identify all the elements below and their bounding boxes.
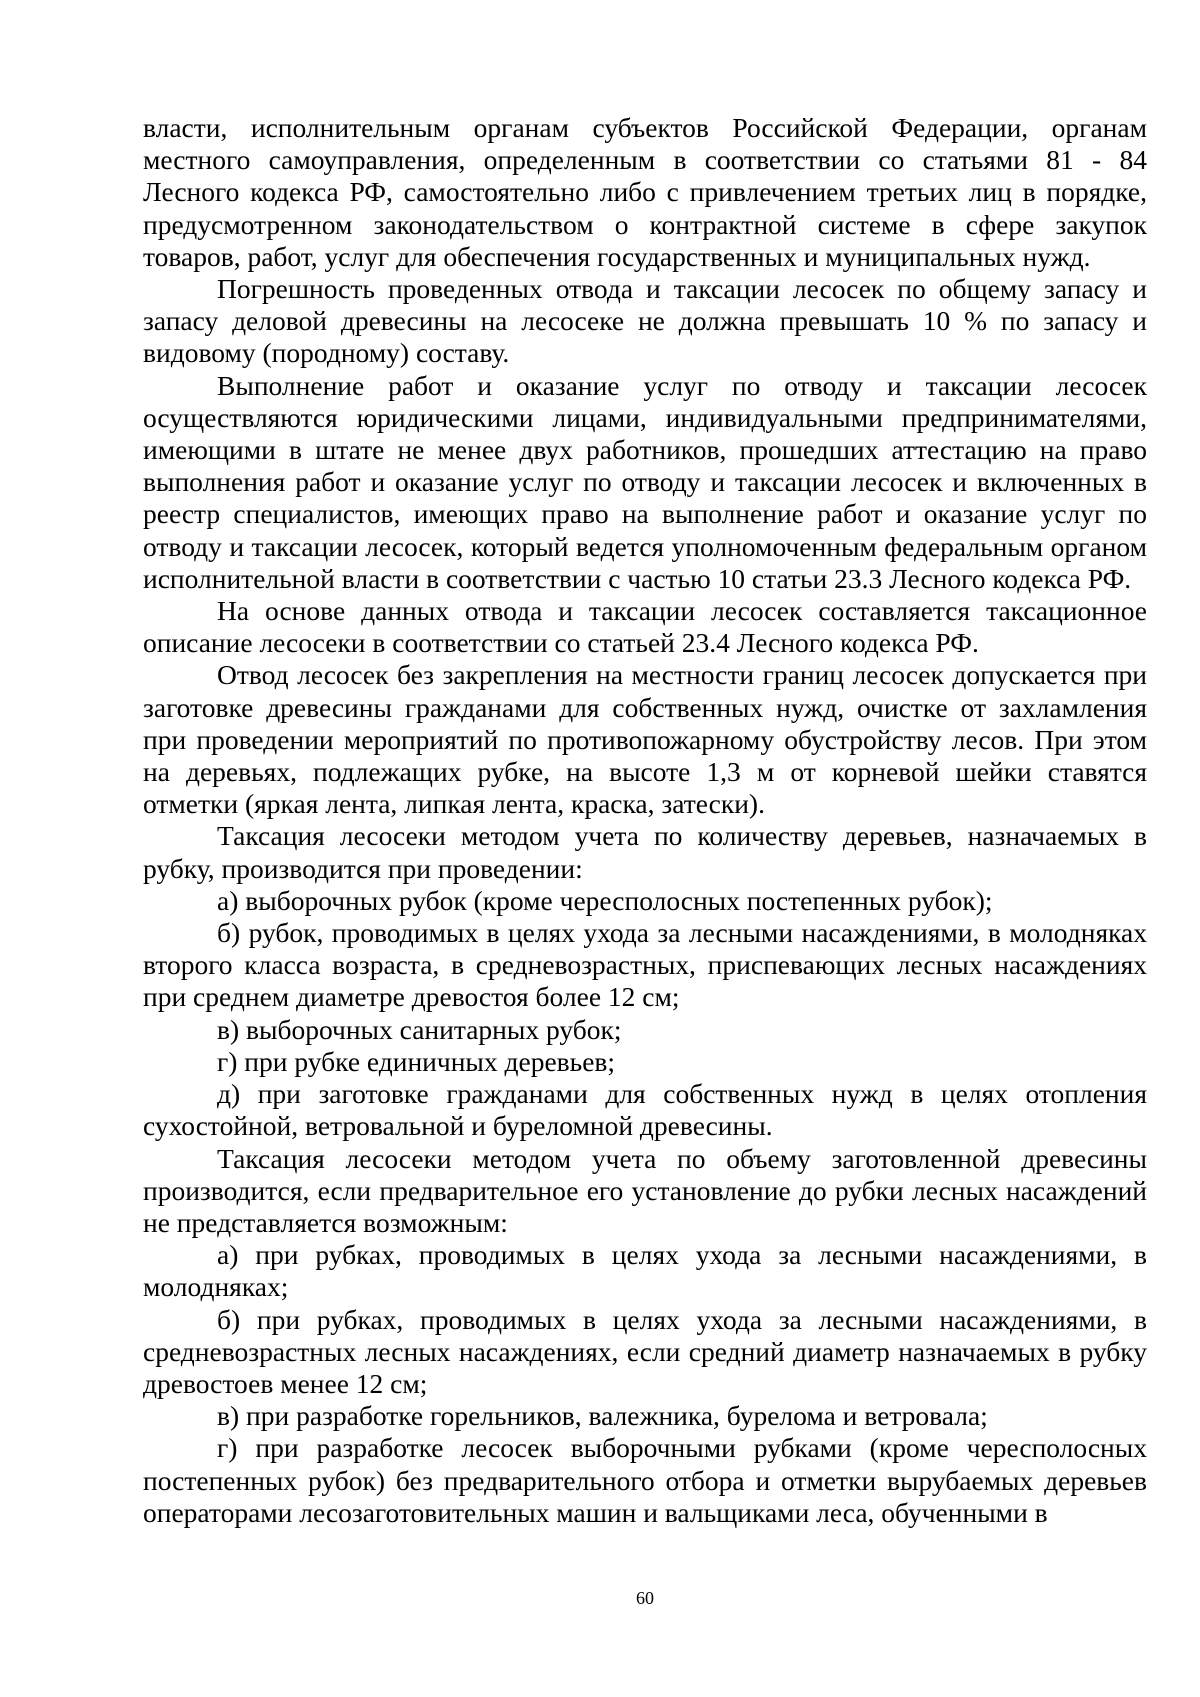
paragraph-allotment-without-boundaries: Отвод лесосек без закрепления на местности границ лесосек допускается при заготовке древесины гражданами для собственных нужд, очистке от захламления при проведении мероприятий по противопожарному обустройству лесов. При этом на деревьях, подлежащих рубке, на высоте 1,3 м от корневой шейки ставятся отметки (яркая лента, липкая лента, краска, затески). xyxy=(143,659,1147,820)
list-item-a: а) при рубках, проводимых в целях ухода за лесными насаждениями, в молодняках; xyxy=(143,1239,1147,1303)
list-item-b: б) при рубках, проводимых в целях ухода за лесными насаждениями, в средневозрастных лесных насаждениях, если средний диаметр назначаемых в рубку древостоев менее 12 см; xyxy=(143,1303,1147,1399)
list-item-d: д) при заготовке гражданами для собственных нужд в целях отопления сухостойной, ветровальной и буреломной древесины. xyxy=(143,1078,1147,1142)
list-item-v: в) при разработке горельников, валежника, бурелома и ветровала; xyxy=(217,1400,988,1432)
list-item-b: б) рубок, проводимых в целях ухода за лесными насаждениями, в молодняках второго класса возраста, в средневозрастных, приспевающих лесных насаждениях при среднем диаметре древостоя более 12 см; xyxy=(143,917,1147,1013)
page-number: 60 xyxy=(636,1588,654,1608)
list-item-g: г) при рубке единичных деревьев; xyxy=(217,1045,616,1077)
list-item-v: в) выборочных санитарных рубок; xyxy=(217,1013,622,1045)
paragraph-error-tolerance: Погрешность проведенных отвода и таксации лесосек по общему запасу и запасу деловой древесины на лесосеке не должна превышать 10 % по запасу и видовому (породному) составу. xyxy=(143,273,1147,369)
paragraph-taxation-description: На основе данных отвода и таксации лесосек составляется таксационное описание лесосеки в соответствии со статьей 23.4 Лесного кодекса РФ. xyxy=(143,595,1147,659)
list-item-g: г) при разработке лесосек выборочными рубками (кроме чересполосных постепенных рубок) без предварительного отбора и отметки вырубаемых деревьев операторами лесозаготовительных машин и вальщиками леса, обученными в xyxy=(143,1432,1147,1528)
paragraph-tree-count-method: Таксация лесосеки методом учета по количеству деревьев, назначаемых в рубку, производится при проведении: xyxy=(143,820,1147,884)
document-body xyxy=(143,112,1147,1529)
paragraph-continued: власти, исполнительным органам субъектов Российской Федерации, органам местного самоуправления, определенным в соответствии со статьями 81 - 84 Лесного кодекса РФ, самостоятельно либо с привлечением третьих лиц в порядке, предусмотренном законодательством о контрактной системе в сфере закупок товаров, работ, услуг для обеспечения государственных и муниципальных нужд. xyxy=(143,112,1147,272)
list-item-a: а) выборочных рубок (кроме чересполосных постепенных рубок); xyxy=(217,884,993,916)
paragraph-volume-method: Таксация лесосеки методом учета по объему заготовленной древесины производится, если предварительное его установление до рубки лесных насаждений не представляется возможным: xyxy=(143,1142,1147,1238)
paragraph-work-performers: Выполнение работ и оказание услуг по отводу и таксации лесосек осуществляются юридическими лицами, индивидуальными предпринимателями, имеющими в штате не менее двух работников, прошедших аттестацию на право выполнения работ и оказание услуг по отводу и таксации лесосек и включенных в реестр специалистов, имеющих право на выполнение работ и оказание услуг по отводу и таксации лесосек, который ведется уполномоченным федеральным органом исполнительной власти в соответствии с частью 10 статьи 23.3 Лесного кодекса РФ. xyxy=(143,369,1147,594)
